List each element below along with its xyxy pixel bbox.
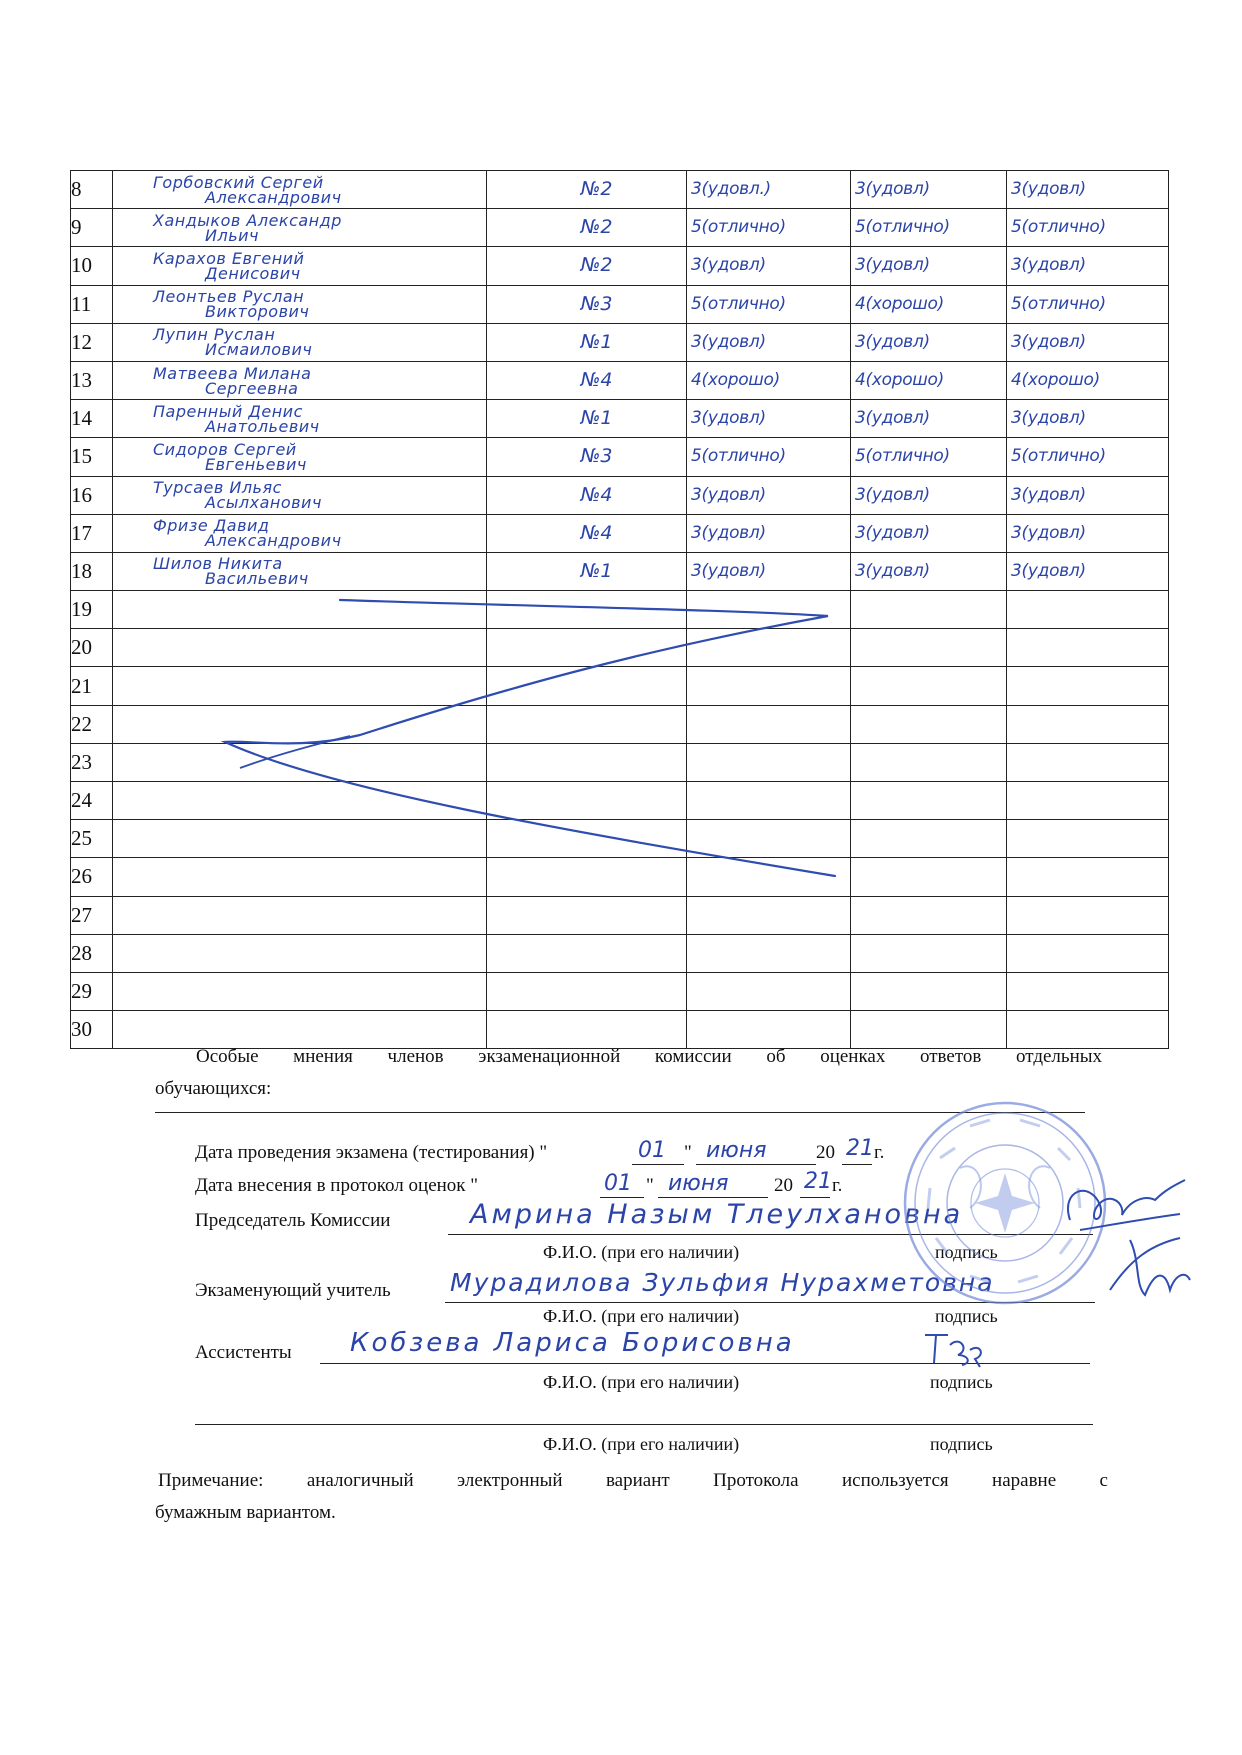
grade-cell-2	[851, 400, 1007, 438]
ticket-number-cell	[487, 438, 687, 476]
grade-cell-3	[1007, 858, 1169, 896]
assistant-signature	[920, 1325, 990, 1370]
ticket-number-cell	[487, 820, 687, 858]
year-suffix: г.	[874, 1142, 885, 1163]
row-number: 30	[71, 1017, 92, 1042]
grade-cell-3	[1007, 400, 1169, 438]
ticket-number-cell	[487, 858, 687, 896]
grade-cell-1	[687, 171, 851, 209]
grade-cell-2	[851, 743, 1007, 781]
grade-cell-2	[851, 705, 1007, 743]
student-name-line-1: Лупин Руслан	[153, 325, 276, 345]
student-name-cell	[113, 514, 487, 552]
grade-cell-1	[687, 858, 851, 896]
grade-cell-2	[851, 1011, 1007, 1049]
grade-cell-2	[851, 858, 1007, 896]
table-row	[71, 438, 1169, 476]
student-name-line-1: Фризе Давид	[153, 516, 270, 536]
fio-caption-1: Ф.И.О. (при его наличии)	[543, 1242, 740, 1262]
grade-cell-1	[687, 782, 851, 820]
ticket-number: №1	[580, 559, 613, 582]
grade-cell-2	[851, 629, 1007, 667]
grade-value: 4(хорошо)	[1011, 370, 1100, 391]
ticket-number: №2	[580, 254, 613, 277]
fio-caption-2: Ф.И.О. (при его наличии)	[543, 1306, 740, 1326]
student-name-cell	[113, 209, 487, 247]
student-name-line-2: Александрович	[205, 187, 342, 207]
grade-cell-3	[1007, 552, 1169, 590]
ticket-number-cell	[487, 285, 687, 323]
grade-cell-3	[1007, 667, 1169, 705]
grade-cell-3	[1007, 934, 1169, 972]
grade-value: 3(удовл)	[1011, 255, 1086, 276]
entry-date-label: Дата внесения в протокол оценок "	[195, 1175, 479, 1196]
table-row	[71, 361, 1169, 399]
entry-date-month-line	[658, 1197, 768, 1198]
student-name-line-2: Исмаилович	[205, 340, 313, 360]
ticket-number: №1	[580, 330, 613, 353]
ticket-number-cell	[487, 400, 687, 438]
grade-cell-3	[1007, 820, 1169, 858]
student-name-line-1: Шилов Никита	[153, 554, 283, 574]
grade-cell-3	[1007, 285, 1169, 323]
student-name-cell	[113, 476, 487, 514]
grade-value: 3(удовл)	[855, 179, 930, 200]
ticket-number-cell	[487, 323, 687, 361]
signature-caption-3: подпись	[930, 1372, 993, 1392]
grade-cell-3	[1007, 896, 1169, 934]
row-number-cell	[71, 209, 113, 247]
grade-cell-2	[851, 171, 1007, 209]
grade-value: 5(отлично)	[1011, 217, 1106, 238]
grade-cell-1	[687, 323, 851, 361]
entry-date-year-line	[800, 1197, 830, 1198]
row-number-cell	[71, 1011, 113, 1049]
row-number-cell	[71, 400, 113, 438]
exam-date-day-line	[632, 1164, 684, 1165]
grade-cell-1	[687, 972, 851, 1010]
ticket-number: №4	[580, 483, 613, 506]
student-name-cell	[113, 934, 487, 972]
grade-cell-1	[687, 514, 851, 552]
student-name-line-2: Евгеньевич	[205, 454, 307, 474]
student-name-line-1: Матвеева Милана	[153, 363, 312, 383]
fio-caption-4: Ф.И.О. (при его наличии)	[543, 1434, 740, 1454]
grade-cell-3	[1007, 782, 1169, 820]
student-name-line-2: Викторович	[205, 302, 310, 322]
grade-cell-2	[851, 896, 1007, 934]
ticket-number-cell	[487, 629, 687, 667]
table-row	[71, 323, 1169, 361]
student-name-line-2: Васильевич	[205, 569, 309, 589]
exam-date-month: июня	[706, 1138, 767, 1163]
student-name-line-2: Асылханович	[205, 493, 322, 513]
table-row	[71, 934, 1169, 972]
student-name-cell	[113, 972, 487, 1010]
grade-cell-2	[851, 323, 1007, 361]
grade-value: 3(удовл)	[1011, 484, 1086, 505]
row-number-cell	[71, 896, 113, 934]
row-number-cell	[71, 552, 113, 590]
special-opinions-text-cont: обучающихся:	[155, 1078, 272, 1099]
row-number: 22	[71, 711, 92, 736]
student-name-line-2: Александрович	[205, 531, 342, 551]
grade-cell-2	[851, 972, 1007, 1010]
row-number: 11	[71, 291, 92, 316]
grade-value: 3(удовл)	[855, 560, 930, 581]
student-name-cell	[113, 1011, 487, 1049]
student-name-cell	[113, 858, 487, 896]
row-number: 13	[71, 368, 92, 393]
row-number-cell	[71, 705, 113, 743]
row-number: 24	[71, 788, 92, 813]
grade-cell-2	[851, 285, 1007, 323]
ticket-number: №3	[580, 292, 613, 315]
student-name-line-1: Турсаев Ильяс	[153, 478, 282, 498]
grade-cell-2	[851, 667, 1007, 705]
grade-value: 5(отлично)	[691, 446, 786, 467]
grade-cell-3	[1007, 629, 1169, 667]
student-name-line-2: Ильич	[205, 225, 259, 245]
table-row	[71, 514, 1169, 552]
grade-cell-3	[1007, 1011, 1169, 1049]
ticket-number-cell	[487, 476, 687, 514]
row-number-cell	[71, 667, 113, 705]
note-text: Примечание: аналогичный электронный вариант Протокола используется наравне с	[158, 1470, 1108, 1491]
row-number-cell	[71, 171, 113, 209]
student-name-line-2: Сергеевна	[205, 378, 299, 398]
ticket-number-cell	[487, 705, 687, 743]
assistants-label: Ассистенты	[195, 1342, 292, 1363]
grade-value: 5(отлично)	[1011, 293, 1106, 314]
row-number-cell	[71, 476, 113, 514]
table-row	[71, 247, 1169, 285]
grade-cell-2	[851, 820, 1007, 858]
grade-value: 3(удовл)	[691, 255, 766, 276]
student-name-cell	[113, 552, 487, 590]
row-number: 14	[71, 406, 92, 431]
row-number: 18	[71, 558, 92, 583]
table-row	[71, 209, 1169, 247]
row-number: 29	[71, 979, 92, 1004]
grade-cell-1	[687, 934, 851, 972]
student-name-line-1: Горбовский Сергей	[153, 172, 324, 192]
grade-cell-1	[687, 285, 851, 323]
ticket-number-cell	[487, 361, 687, 399]
grade-cell-3	[1007, 705, 1169, 743]
grade-cell-1	[687, 209, 851, 247]
grade-cell-2	[851, 361, 1007, 399]
student-name-cell	[113, 400, 487, 438]
student-name-cell	[113, 743, 487, 781]
student-name-cell	[113, 361, 487, 399]
row-number-cell	[71, 591, 113, 629]
row-number: 16	[71, 482, 92, 507]
row-number: 25	[71, 826, 92, 851]
row-number: 23	[71, 749, 92, 774]
grade-value: 3(удовл)	[1011, 522, 1086, 543]
grade-value: 3(удовл)	[855, 522, 930, 543]
grade-cell-2	[851, 591, 1007, 629]
grade-cell-2	[851, 438, 1007, 476]
row-number: 19	[71, 597, 92, 622]
grade-value: 3(удовл)	[1011, 179, 1086, 200]
row-number: 21	[71, 673, 92, 698]
table-row	[71, 705, 1169, 743]
grade-cell-1	[687, 1011, 851, 1049]
grade-cell-2	[851, 782, 1007, 820]
grade-value: 3(удовл)	[691, 560, 766, 581]
row-number: 12	[71, 329, 92, 354]
grade-value: 3(удовл)	[691, 331, 766, 352]
grade-cell-2	[851, 514, 1007, 552]
row-number: 15	[71, 444, 92, 469]
student-name-cell	[113, 667, 487, 705]
grade-value: 3(удовл)	[855, 331, 930, 352]
grade-cell-3	[1007, 591, 1169, 629]
quote-mark-2: "	[646, 1175, 654, 1196]
student-name-cell	[113, 820, 487, 858]
grade-cell-2	[851, 247, 1007, 285]
ticket-number-cell	[487, 552, 687, 590]
table-row	[71, 629, 1169, 667]
row-number-cell	[71, 323, 113, 361]
ticket-number-cell	[487, 934, 687, 972]
grade-cell-1	[687, 629, 851, 667]
grade-value: 3(удовл)	[1011, 560, 1086, 581]
exam-date-year-line	[842, 1164, 872, 1165]
entry-date-year: 21	[804, 1169, 832, 1194]
fio-caption-3: Ф.И.О. (при его наличии)	[543, 1372, 740, 1392]
grade-cell-1	[687, 896, 851, 934]
chairman-label: Председатель Комиссии	[195, 1210, 391, 1231]
student-name-line-1: Паренный Денис	[153, 401, 303, 421]
examiner-label: Экзаменующий учитель	[195, 1280, 391, 1301]
grade-value: 4(хорошо)	[691, 370, 780, 391]
grade-cell-1	[687, 705, 851, 743]
student-name-cell	[113, 705, 487, 743]
row-number-cell	[71, 972, 113, 1010]
student-name-line-2: Анатольевич	[205, 416, 320, 436]
student-name-cell	[113, 782, 487, 820]
student-name-cell	[113, 591, 487, 629]
grade-cell-3	[1007, 171, 1169, 209]
ticket-number-cell	[487, 667, 687, 705]
grade-value: 3(удовл.)	[691, 179, 771, 200]
ticket-number-cell	[487, 896, 687, 934]
note-text-cont: бумажным вариантом.	[155, 1502, 336, 1523]
ticket-number-cell	[487, 782, 687, 820]
grade-cell-1	[687, 361, 851, 399]
row-number: 26	[71, 864, 92, 889]
row-number-cell	[71, 629, 113, 667]
grade-cell-2	[851, 476, 1007, 514]
grade-value: 3(удовл)	[855, 255, 930, 276]
year-prefix: 20	[816, 1142, 835, 1163]
table-row	[71, 285, 1169, 323]
table-row	[71, 667, 1169, 705]
row-number-cell	[71, 858, 113, 896]
grade-cell-3	[1007, 247, 1169, 285]
special-opinions-text: Особые мнения членов экзаменационной комиссии об оценках ответов отдельных	[196, 1046, 1102, 1067]
row-number: 27	[71, 902, 92, 927]
table-row	[71, 1011, 1169, 1049]
row-number-cell	[71, 782, 113, 820]
student-name-cell	[113, 896, 487, 934]
grade-value: 5(отлично)	[691, 293, 786, 314]
grade-cell-2	[851, 934, 1007, 972]
student-name-cell	[113, 285, 487, 323]
row-number-cell	[71, 247, 113, 285]
row-number-cell	[71, 820, 113, 858]
ticket-number: №2	[580, 216, 613, 239]
grade-value: 3(удовл)	[1011, 331, 1086, 352]
grade-value: 3(удовл)	[691, 484, 766, 505]
grade-cell-2	[851, 209, 1007, 247]
year-prefix-2: 20	[774, 1175, 793, 1196]
examiner-name: Мурадилова Зульфия Нурахметовна	[450, 1268, 995, 1297]
student-name-line-2: Денисович	[205, 263, 301, 283]
student-name-line-1: Карахов Евгений	[153, 248, 305, 268]
entry-date-day-line	[600, 1197, 644, 1198]
student-name-cell	[113, 171, 487, 209]
grade-cell-1	[687, 552, 851, 590]
grade-cell-1	[687, 247, 851, 285]
extra-assistant-line	[195, 1424, 1093, 1425]
table-row	[71, 552, 1169, 590]
row-number: 28	[71, 940, 92, 965]
row-number: 8	[71, 177, 82, 202]
grade-cell-1	[687, 591, 851, 629]
row-number: 20	[71, 635, 92, 660]
row-number-cell	[71, 514, 113, 552]
row-number-cell	[71, 743, 113, 781]
row-number-cell	[71, 438, 113, 476]
entry-date-month: июня	[668, 1171, 729, 1196]
student-name-cell	[113, 323, 487, 361]
table-row	[71, 400, 1169, 438]
table-row	[71, 858, 1169, 896]
table-row	[71, 171, 1169, 209]
signature-caption-4: подпись	[930, 1434, 993, 1454]
grade-cell-3	[1007, 476, 1169, 514]
grade-value: 5(отлично)	[855, 217, 950, 238]
exam-date-label: Дата проведения экзамена (тестирования) "	[195, 1142, 548, 1163]
ticket-number: №4	[580, 521, 613, 544]
row-number: 9	[71, 215, 82, 240]
exam-date-year: 21	[846, 1136, 874, 1161]
exam-date-day: 01	[638, 1138, 666, 1163]
examiner-signature	[1100, 1230, 1195, 1310]
grade-cell-1	[687, 667, 851, 705]
student-name-cell	[113, 629, 487, 667]
exam-date-month-line	[696, 1164, 816, 1165]
grade-value: 5(отлично)	[1011, 446, 1106, 467]
row-number-cell	[71, 934, 113, 972]
grade-cell-3	[1007, 743, 1169, 781]
grade-value: 4(хорошо)	[855, 370, 944, 391]
grades-table	[70, 170, 1169, 1049]
grade-value: 3(удовл)	[691, 408, 766, 429]
table-row	[71, 591, 1169, 629]
table-row	[71, 820, 1169, 858]
grade-value: 4(хорошо)	[855, 293, 944, 314]
ticket-number: №4	[580, 369, 613, 392]
table-row	[71, 782, 1169, 820]
grade-cell-3	[1007, 209, 1169, 247]
student-name-cell	[113, 438, 487, 476]
grade-cell-3	[1007, 972, 1169, 1010]
grade-cell-3	[1007, 514, 1169, 552]
row-number: 17	[71, 520, 92, 545]
grade-value: 3(удовл)	[855, 484, 930, 505]
chairman-name: Амрина Назым Тлеулхановна	[470, 1199, 964, 1230]
student-name-line-1: Сидоров Сергей	[153, 439, 297, 459]
ticket-number-cell	[487, 514, 687, 552]
student-name-cell	[113, 247, 487, 285]
grade-cell-1	[687, 476, 851, 514]
table-row	[71, 476, 1169, 514]
ticket-number-cell	[487, 972, 687, 1010]
ticket-number-cell	[487, 591, 687, 629]
grade-cell-3	[1007, 361, 1169, 399]
row-number-cell	[71, 361, 113, 399]
row-number-cell	[71, 285, 113, 323]
ticket-number: №1	[580, 407, 613, 430]
ticket-number-cell	[487, 209, 687, 247]
grade-cell-3	[1007, 438, 1169, 476]
table-row	[71, 743, 1169, 781]
ticket-number: №2	[580, 178, 613, 201]
grade-cell-1	[687, 743, 851, 781]
row-number: 10	[71, 253, 92, 278]
ticket-number: №3	[580, 445, 613, 468]
entry-date-day: 01	[604, 1171, 632, 1196]
grade-value: 3(удовл)	[1011, 408, 1086, 429]
student-name-line-1: Леонтьев Руслан	[153, 287, 305, 307]
ticket-number-cell	[487, 171, 687, 209]
grade-cell-2	[851, 552, 1007, 590]
signature-caption-1: подпись	[935, 1242, 998, 1262]
grade-cell-1	[687, 438, 851, 476]
assistant-name: Кобзева Лариса Борисовна	[350, 1328, 795, 1358]
signature-caption-2: подпись	[935, 1306, 998, 1326]
table-row	[71, 896, 1169, 934]
ticket-number-cell	[487, 247, 687, 285]
grade-value: 5(отлично)	[691, 217, 786, 238]
year-suffix-2: г.	[832, 1175, 843, 1196]
grade-value: 5(отлично)	[855, 446, 950, 467]
ticket-number-cell	[487, 1011, 687, 1049]
grade-cell-3	[1007, 323, 1169, 361]
grade-value: 3(удовл)	[855, 408, 930, 429]
grade-cell-1	[687, 400, 851, 438]
grade-value: 3(удовл)	[691, 522, 766, 543]
ticket-number-cell	[487, 743, 687, 781]
table-row	[71, 972, 1169, 1010]
student-name-line-1: Хандыков Александр	[153, 210, 342, 230]
grade-cell-1	[687, 820, 851, 858]
quote-mark: "	[684, 1142, 692, 1163]
